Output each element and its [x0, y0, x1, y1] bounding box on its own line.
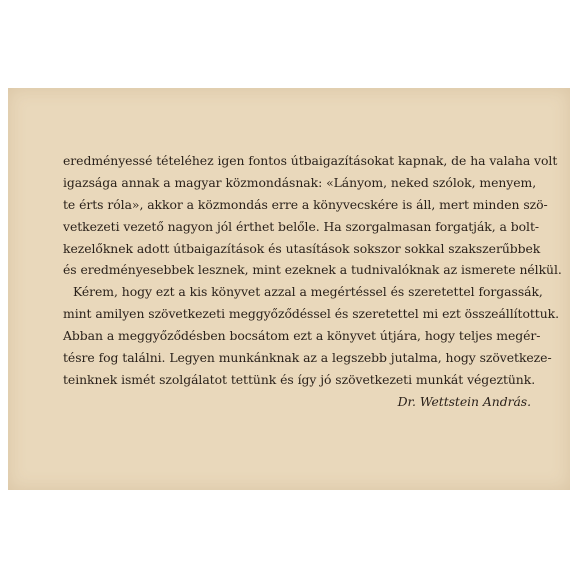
body-text — [63, 150, 562, 409]
text-line: és eredményesebbek lesznek, mint ezeknek a tudnivalóknak az ismerete nélkül. — [63, 262, 562, 278]
text-line: mint amilyen szövetkezeti meggyőződéssel és szeretettel mi ezt összeállítottuk. — [63, 306, 560, 322]
text-line: tésre fog találni. Legyen munkánknak az a legszebb jutalma, hogy szövetkeze- — [63, 350, 552, 366]
text-line: vetkezeti vezető nagyon jól érthet belőle. Ha szorgalmasan forgatják, a bolt- — [63, 218, 540, 234]
text-line: Kérem, hogy ezt a kis könyvet azzal a megértéssel és szeretettel forgassák, — [73, 284, 543, 300]
text-line: te érts róla», akkor a közmondás erre a könyvecskére is áll, mert minden szö- — [63, 196, 548, 212]
text-line: Abban a meggyőződésben bocsátom ezt a könyvet útjára, hogy teljes megér- — [63, 328, 541, 344]
book-page — [8, 88, 570, 490]
text-line: kezelőknek adott útbaigazítások és utasítások sokszor sokkal szakszerűbbek — [63, 240, 541, 256]
text-line: eredményessé tételéhez igen fontos útbaigazításokat kapnak, de ha valaha volt — [63, 153, 558, 168]
text-line: teinknek ismét szolgálatot tettünk és így jó szövetkezeti munkát végeztünk. — [63, 371, 536, 387]
text-line: igazsága annak a magyar közmondásnak: «Lányom, neked szólok, menyem, — [63, 174, 537, 190]
author-signature: Dr. Wettstein András. — [397, 394, 531, 409]
